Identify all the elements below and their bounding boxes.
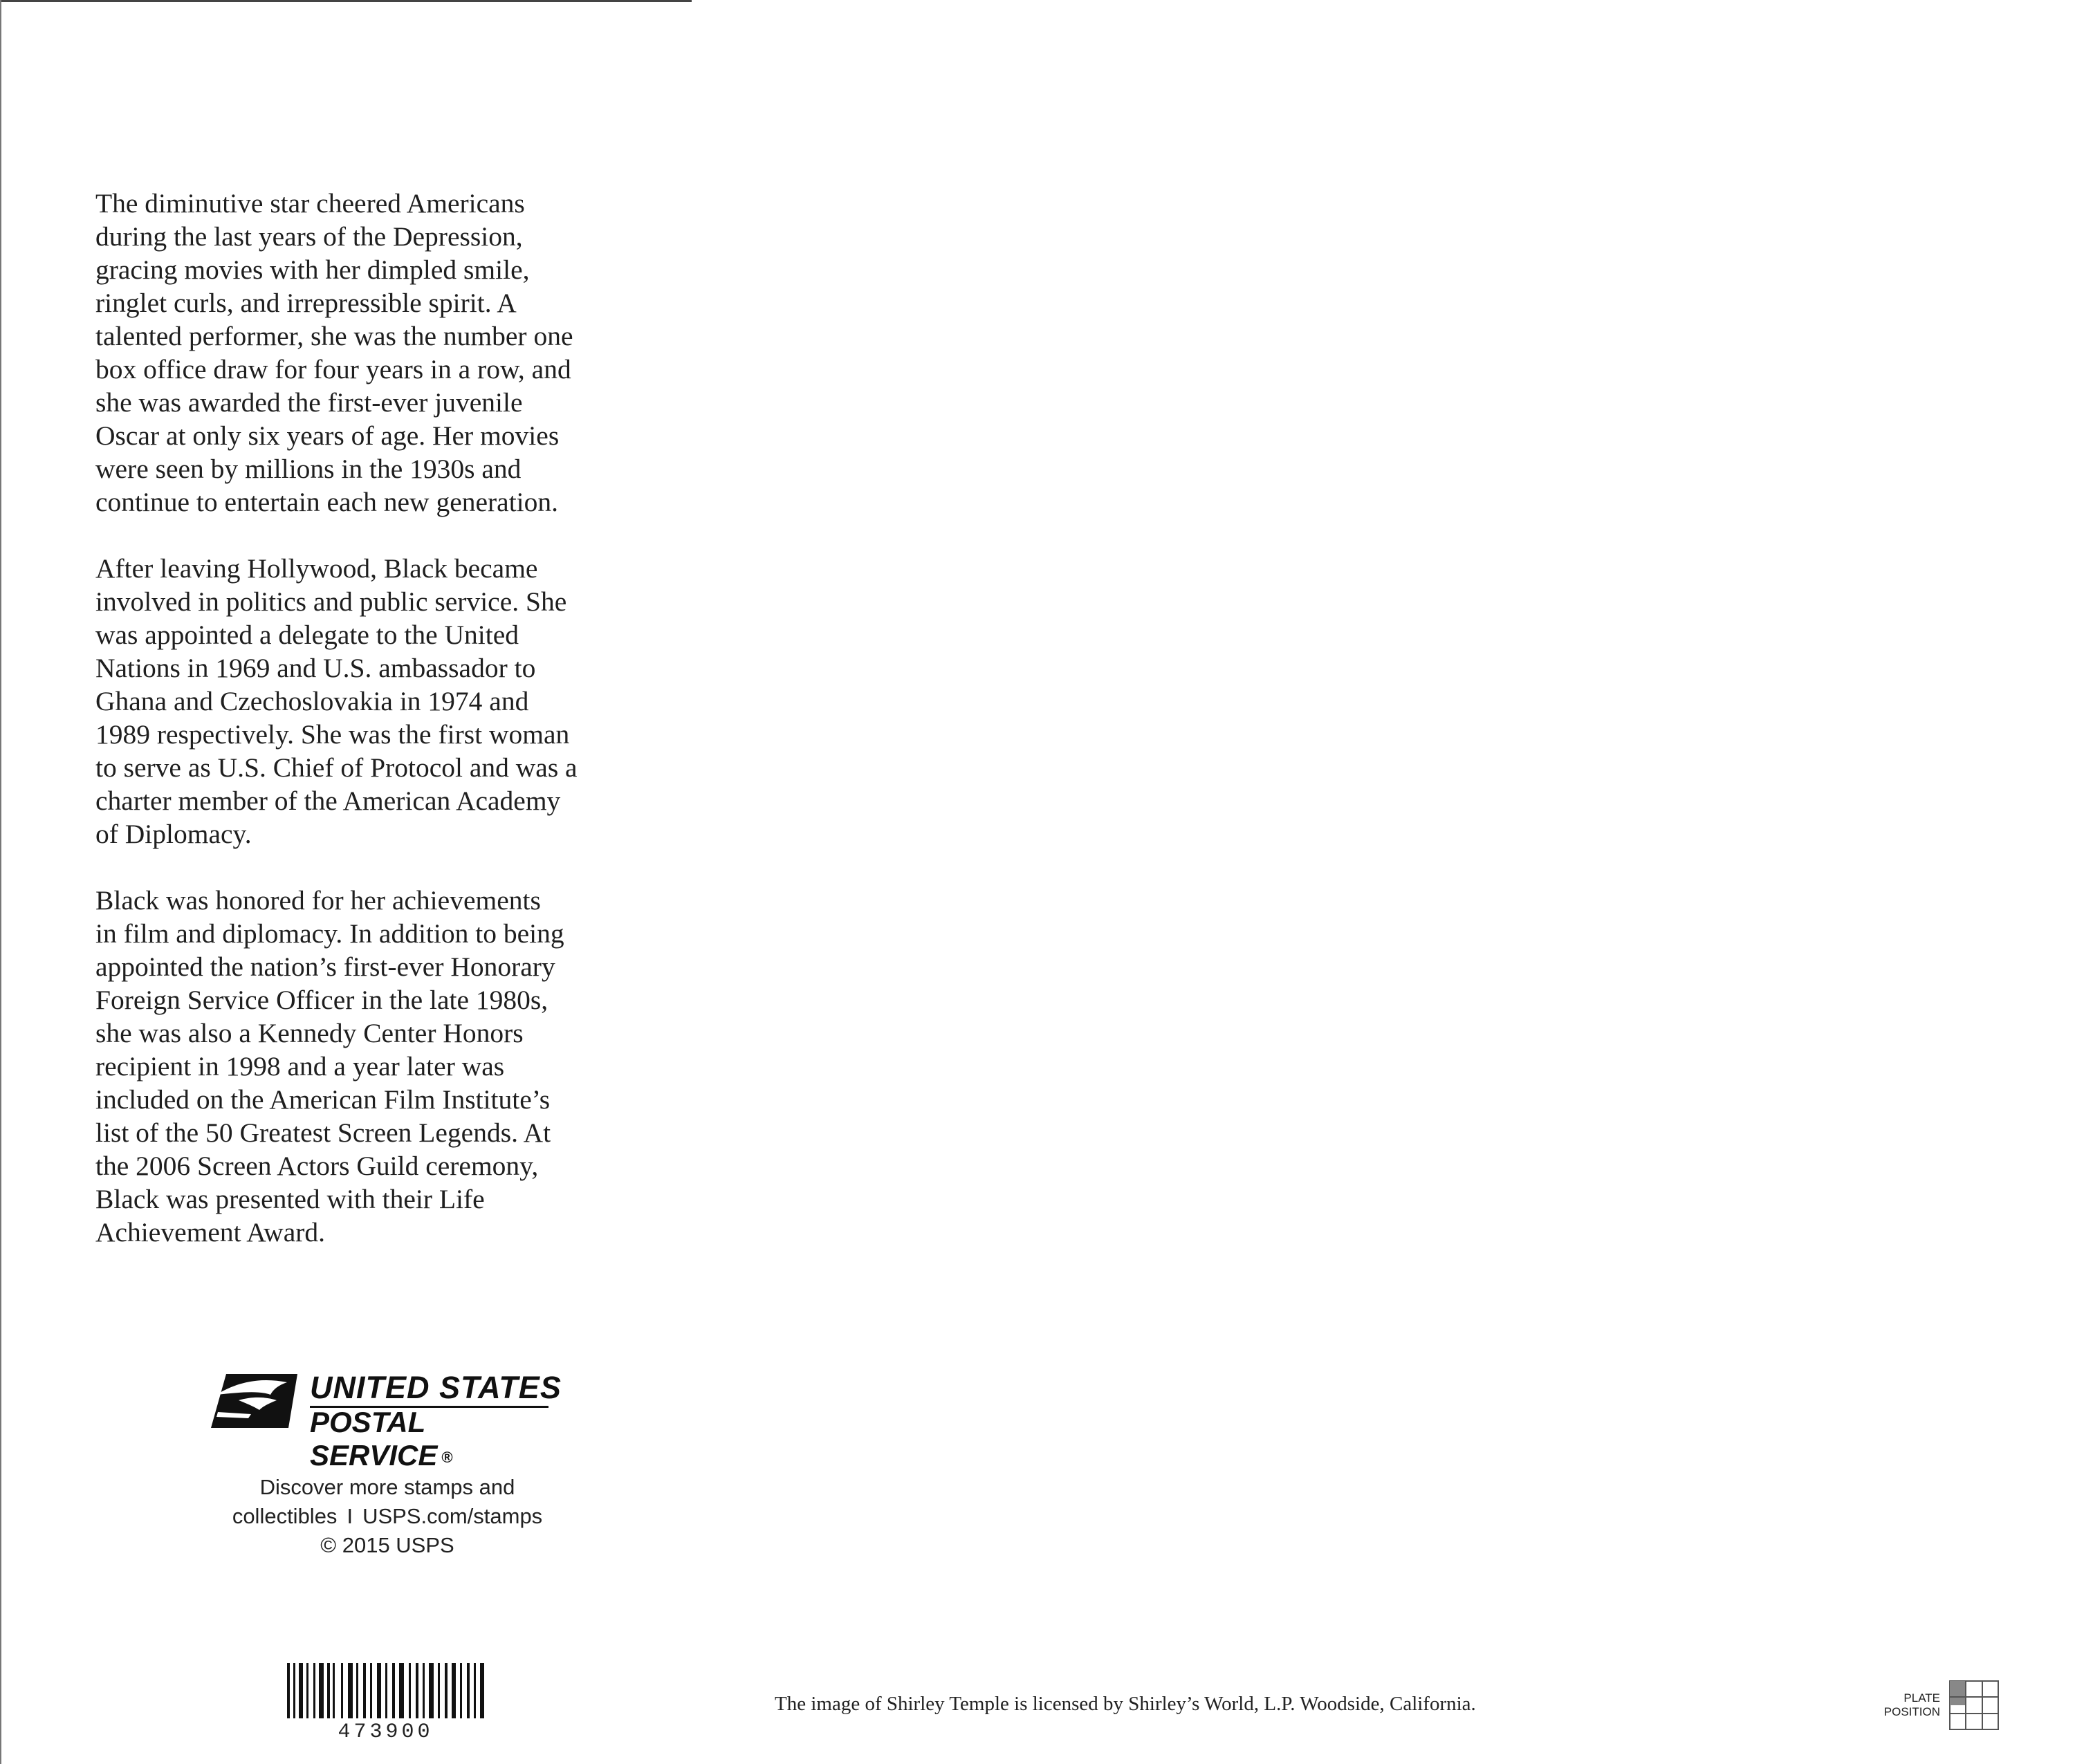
paragraph-career: The diminutive star cheered Americans during the last years of the Depression, gracing movies with her dimpled smile, ringlet curls, and irrepressible spirit. A talented performer, she was the number one box office draw for four years in a row, and she was awarded the first-ever juvenile Oscar at only six years of age. Her movies were seen by millions in the 1930s and continue to entertain each new generation. bbox=[95, 188, 573, 517]
plate-position-grid-icon bbox=[1949, 1680, 1999, 1730]
usps-logo bbox=[211, 1370, 571, 1471]
copyright: © 2015 USPS bbox=[320, 1533, 454, 1557]
paragraph-honors: Black was honored for her achievements in film and diplomacy. In addition to being appointed the nation’s first-ever Honorary Foreign Service Officer in the late 1980s, she was also a Kennedy Center Honors recipient in 1998 and a year later was included on the American Film Institute’s list of the 50 Greatest Screen Legends. At the 2006 Screen Actors Guild ceremony, Black was presented with their Life Achievement Award. bbox=[95, 885, 564, 1247]
logo-united-states: UNITED STATES bbox=[310, 1370, 562, 1405]
logo-postal-service-text: POSTAL SERVICE bbox=[310, 1406, 438, 1471]
eagle-icon bbox=[211, 1374, 297, 1428]
barcode-number: 473900 bbox=[338, 1720, 434, 1744]
usps-link[interactable]: USPS.com/stamps bbox=[362, 1504, 543, 1528]
barcode-icon bbox=[287, 1663, 484, 1718]
footer-line-1 bbox=[111, 1473, 664, 1531]
body-text-column bbox=[95, 187, 704, 1282]
top-edge-rule bbox=[0, 0, 692, 2]
paragraph-diplomacy: After leaving Hollywood, Black became involved in politics and public service. She was appointed a delegate to the United Nations in 1969 and U.S. ambassador to Ghana and Czechoslovakia in 1974 and 1989 respectively. She was the first woman to serve as U.S. Chief of Protocol and was a charter member of the American Academy of Diplomacy. bbox=[95, 553, 578, 849]
left-edge-rule bbox=[0, 0, 1, 1764]
logo-postal-service bbox=[310, 1406, 571, 1474]
plate-position-label bbox=[1868, 1691, 1940, 1719]
discover-text: Discover more stamps and collectibles bbox=[232, 1475, 515, 1528]
license-notice: The image of Shirley Temple is licensed by Shirley’s World, L.P. Woodside, California. bbox=[775, 1693, 1476, 1715]
plate-label-line2: POSITION bbox=[1883, 1705, 1940, 1718]
footer bbox=[111, 1473, 664, 1560]
footer-separator: I bbox=[347, 1504, 353, 1528]
registered-mark: ® bbox=[441, 1448, 453, 1466]
plate-label-line1: PLATE bbox=[1903, 1691, 1940, 1705]
